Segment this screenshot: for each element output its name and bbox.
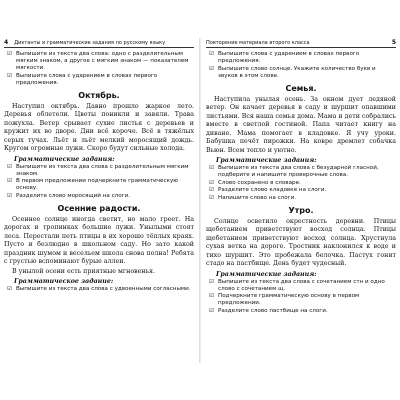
task-item: ☑ Выпишите из текста два слова: одно с разделительным мягким знаком, а другое с мягким знаком — показателем мягкости. [7, 51, 189, 71]
checkbox-bullet-icon: ☑ [209, 65, 215, 72]
task-item: ☑ Выпишите из текста два слова с безударной гласной, подберите и напишите проверочные слова. [209, 165, 379, 178]
left-page [0, 38, 200, 363]
task-item: ☑ Выпишите из текста два слова с разделительным мягким знаком. [7, 163, 189, 177]
dictation-paragraph: Солнце осветило окрестность деревни. Птицы щебетанием приветствуют восход солнца. Птицы щебетанием приветствуют восход солнца. Хрустнула сухая ветка на дороге. Тростник наклонился к воде и тихо шуршит. Это пробежала белочка. Пастух гонит стадо на пастбище. День будет чудесный. [206, 217, 396, 267]
task-item: ☑ Напишите слово на слоги. [209, 194, 297, 201]
checkbox-bullet-icon: ☑ [7, 192, 13, 199]
checkbox-bullet-icon: ☑ [209, 293, 215, 299]
section-title: Семья. [285, 83, 317, 93]
task-item: ☑ Выпишите слово солнце. Укажите количество букв и звуков в этом слове. [209, 65, 376, 79]
left-page-header [4, 38, 194, 48]
section-title: Октябрь. [78, 90, 120, 100]
checkbox-bullet-icon: ☑ [7, 51, 13, 57]
right-page-header [206, 38, 396, 48]
checkbox-bullet-icon: ☑ [209, 51, 215, 57]
dictation-paragraph: Наступил октябрь. Давно прошло жаркое лето. Деревья облетели. Цветы поникли и завяли. Трава пожухла. Ветер срывает сухие листья с деревьев и кружит их во дворе. Дни всё короче. Всё в тяжёлых серых тучах. Льёт и льёт мелкий моросящий дождь. Кругом огромные лужи. Скоро будут сильные холода. [4, 102, 194, 152]
page-number: 4 [4, 39, 9, 46]
running-title: Диктанты и грамматические задания по русскому языку [14, 39, 166, 46]
task-item: ☑ В первом предложении подчеркните грамматическую основу. [7, 178, 178, 191]
checkbox-bullet-icon: ☑ [7, 178, 13, 184]
section-title: Утро. [288, 205, 314, 215]
task-item: ☑ Разделите слово пастбище на слоги. [209, 307, 328, 314]
task-item: ☑ Выпишите из текста два слова с сочетанием стн и одно слово с сочетанием щ. [209, 278, 385, 292]
task-item: ☑ Выпишите слова с ударением в словах первого предложения. [7, 72, 158, 86]
book-spread [0, 38, 400, 363]
checkbox-bullet-icon: ☑ [209, 278, 215, 285]
dictation-paragraph: В унылой осени есть приятные мгновенья. [12, 267, 156, 275]
task-list [206, 165, 396, 202]
task-heading: Грамматическое задание: [14, 278, 114, 285]
checkbox-bullet-icon: ☑ [209, 165, 215, 171]
dictation-paragraph: Осеннее солнце иногда светит, но мало греет. На дорогах и тропинках большие лужи. Унылыми стоят леса. Перестали петь птицы в их хорошо тёплых краях. Пусто и безлюдно в школьном саду. Но зато какой праздник шумом и весельем школа снова полна! Ребята с грустью вспоминают бурые аллеи. [4, 215, 194, 265]
checkbox-bullet-icon: ☑ [209, 187, 215, 193]
task-list [4, 164, 194, 200]
task-item: ☑ Выпишите из текста два слова с удвоенными согласными. [7, 286, 191, 292]
checkbox-bullet-icon: ☑ [7, 286, 13, 292]
task-item: ☑ Разделите слово моросящий на слоги. [7, 192, 131, 199]
page-number: 5 [391, 39, 396, 46]
right-page [200, 38, 400, 363]
task-list [206, 51, 396, 80]
checkbox-bullet-icon: ☑ [209, 194, 215, 201]
task-list [4, 286, 194, 293]
dictation-paragraph: Наступила унылая осень. За окном дует ледяной ветер. Он качает деревья в саду и шуршит опавшими листьями. Вся наша семья дома. Мама и дети собрались вместе в светлой гостиной. Папа читает книгу на диване. Мама помогает в кладовке. Я учу уроки. Бабушка печёт пирожки. На ковре дремлет собачка Вьюн. Всем тепло и уютно. [206, 95, 396, 154]
task-list [4, 51, 194, 87]
checkbox-bullet-icon: ☑ [209, 307, 215, 314]
task-heading: Грамматические задания: [216, 157, 317, 164]
running-title: Повторение материала второго класса [206, 39, 310, 46]
task-item: ☑ Подчеркните грамматическую основу в первом предложении. [209, 293, 360, 306]
checkbox-bullet-icon: ☑ [7, 72, 13, 79]
checkbox-bullet-icon: ☑ [209, 179, 215, 186]
task-heading: Грамматические задания: [14, 155, 115, 163]
checkbox-bullet-icon: ☑ [7, 163, 13, 170]
task-item: ☑ Слово сохранено в словаре. [209, 179, 301, 186]
task-list [206, 279, 396, 315]
task-item: ☑ Разделите слово кладовке на слоги. [209, 187, 327, 193]
section-title: Осенние радости. [57, 203, 141, 213]
task-item: ☑ Выпишите слова с ударением в словах первого предложения. [209, 51, 360, 64]
task-heading: Грамматические задания: [216, 270, 317, 278]
